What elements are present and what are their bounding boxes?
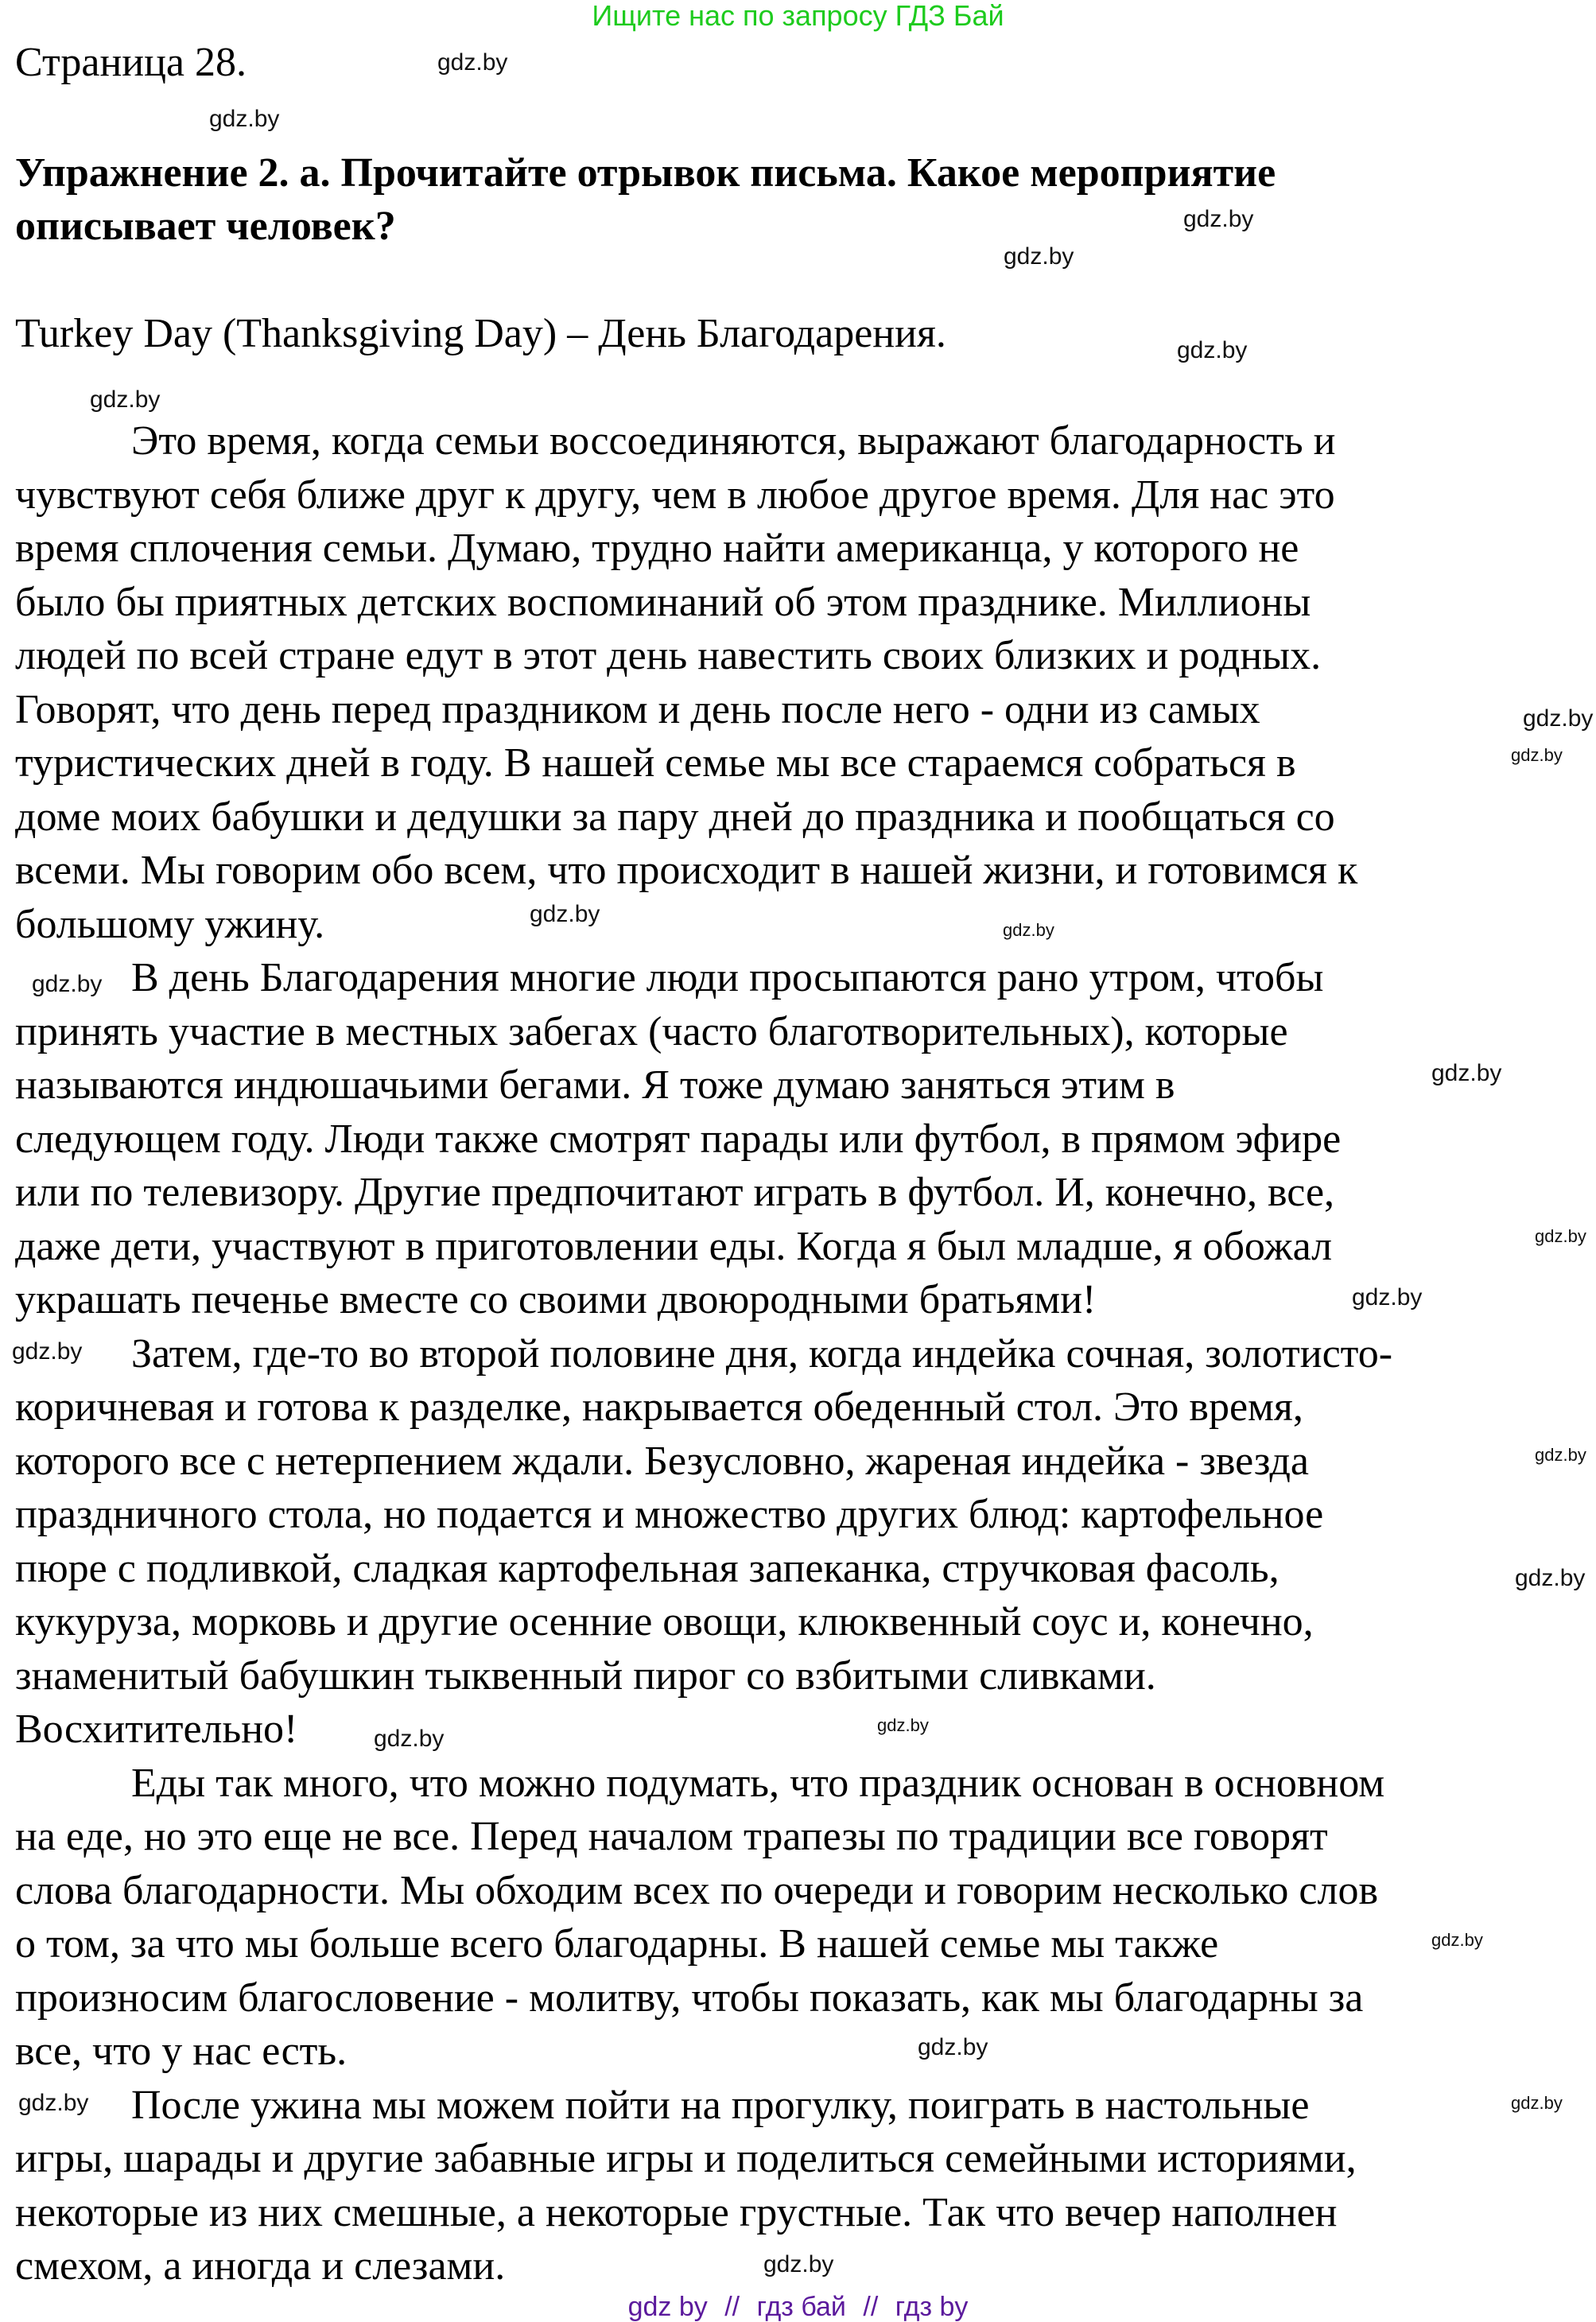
footer-link-gdz-by-cyr[interactable]: гдз by [895,2292,969,2322]
watermark: gdz.by [32,971,103,997]
footer-separator: // [863,2292,879,2322]
watermark: gdz.by [1511,2093,1563,2113]
text-line: следующем году. Люди также смотрят парады или футбол, в прямом эфире [15,1116,1342,1162]
text-line: Затем, где-то во второй половине дня, когда индейка сочная, золотисто- [131,1330,1393,1377]
watermark: gdz.by [1003,920,1054,940]
watermark: gdz.by [18,2090,89,2116]
text-line: даже дети, участвуют в приготовлении еды. Когда я был младше, я обожал [15,1223,1333,1269]
text-line: о том, за что мы больше всего благодарны. В нашей семье мы также [15,1921,1219,1967]
watermark: gdz.by [1183,206,1254,232]
watermark: gdz.by [90,386,161,413]
text-line: принять участие в местных забегах (часто благотворительных), которые [15,1008,1288,1054]
text-line: Это время, когда семьи воссоединяются, выражают благодарность и [131,418,1336,464]
text-line: время сплочения семьи. Думаю, трудно найти американца, у которого не [15,526,1299,571]
text-line: знаменитый бабушкин тыквенный пирог со взбитыми сливками. [15,1652,1156,1699]
text-line: людей по всей стране едут в этот день навестить своих близких и родных. [15,633,1322,678]
task-title-line-2: описывает человек? [15,204,396,249]
watermark: gdz.by [763,2251,834,2277]
watermark: gdz.by [530,901,600,927]
text-line: коричневая и готова к разделке, накрывается обеденный стол. Это время, [15,1384,1303,1430]
watermark: gdz.by [1515,1565,1586,1591]
watermark: gdz.by [1535,1445,1586,1465]
watermark: gdz.by [1431,1930,1483,1950]
text-line: доме моих бабушки и дедушки за пару дней до праздника и пообщаться со [15,794,1335,840]
watermark: gdz.by [12,1338,83,1365]
text-line: некоторые из них смешные, а некоторые грустные. Так что вечер наполнен [15,2189,1338,2235]
text-line: пюре с подливкой, сладкая картофельная запеканка, стручковая фасоль, [15,1545,1280,1591]
text-line: все, что у нас есть. [15,2029,348,2074]
footer-link-gdz-by[interactable]: gdz by [627,2292,708,2322]
text-line: кукуруза, морковь и другие осенние овощи, клюквенный соус и, конечно, [15,1599,1314,1644]
text-line: В день Благодарения многие люди просыпаются рано утром, чтобы [131,955,1324,1000]
text-line: После ужина мы можем пойти на прогулку, поиграть в настольные [131,2082,1310,2128]
watermark: gdz.by [877,1715,929,1735]
text-line: чувствуют себя ближе друг к другу, чем в любое другое время. Для нас это [15,472,1335,518]
task-title-line-1: Упражнение 2. а. Прочитайте отрывок письма. Какое мероприятие [15,150,1276,196]
watermark: gdz.by [1004,243,1074,270]
search-hint-link[interactable]: Ищите нас по запросу ГДЗ Бай [592,0,1004,32]
text-line: на еде, но это еще не все. Перед началом трапезы по традиции все говорят [15,1814,1328,1859]
text-line: игры, шарады и другие забавные игры и поделиться семейными историями, [15,2136,1357,2181]
text-line: украшать печенье вместе со своими двоюродными братьями! [15,1277,1097,1322]
watermark: gdz.by [1535,1226,1586,1246]
footer-links [0,2292,1596,2322]
text-line: слова благодарности. Мы обходим всех по очереди и говорим несколько слов [15,1867,1378,1913]
footer-separator: // [724,2292,740,2322]
text-line: которого все с нетерпением ждали. Безусловно, жареная индейка - звезда [15,1438,1309,1484]
text-subtitle: Turkey Day (Thanksgiving Day) – День Благодарения. [15,311,946,356]
text-line: туристических дней в году. В нашей семье мы все стараемся собраться в [15,740,1296,786]
footer-link-gdz-bai[interactable]: гдз бай [756,2292,846,2322]
watermark: gdz.by [1352,1284,1423,1310]
watermark: gdz.by [918,2034,988,2060]
watermark: gdz.by [374,1726,445,1752]
text-line: большому ужину. [15,901,325,947]
text-line: произносим благословение - молитву, чтобы показать, как мы благодарны за [15,1974,1364,2021]
text-line: всеми. Мы говорим обо всем, что происходит в нашей жизни, и готовимся к [15,848,1358,893]
text-line: Еды так много, что можно подумать, что праздник основан в основном [131,1760,1385,1806]
watermark: gdz.by [1431,1060,1502,1086]
watermark: gdz.by [1523,705,1594,732]
text-line: называются индюшачьими бегами. Я тоже думаю заняться этим в [15,1062,1175,1108]
text-line: было бы приятных детских воспоминаний об этом празднике. Миллионы [15,579,1311,625]
letter-text [15,414,1392,2293]
text-line: Говорят, что день перед праздником и день после него - одни из самых [15,686,1260,732]
watermark: gdz.by [1177,337,1248,363]
text-line: или по телевизору. Другие предпочитают играть в футбол. И, конечно, все, [15,1170,1335,1215]
watermark: gdz.by [437,49,508,76]
text-line: Восхитительно! [15,1707,298,1752]
watermark: gdz.by [1511,745,1563,765]
watermark: gdz.by [209,106,280,132]
page-label: Страница 28. [15,40,247,85]
text-line: праздничного стола, но подается и множество других блюд: картофельное [15,1492,1324,1537]
text-line: смехом, а иногда и слезами. [15,2243,506,2289]
